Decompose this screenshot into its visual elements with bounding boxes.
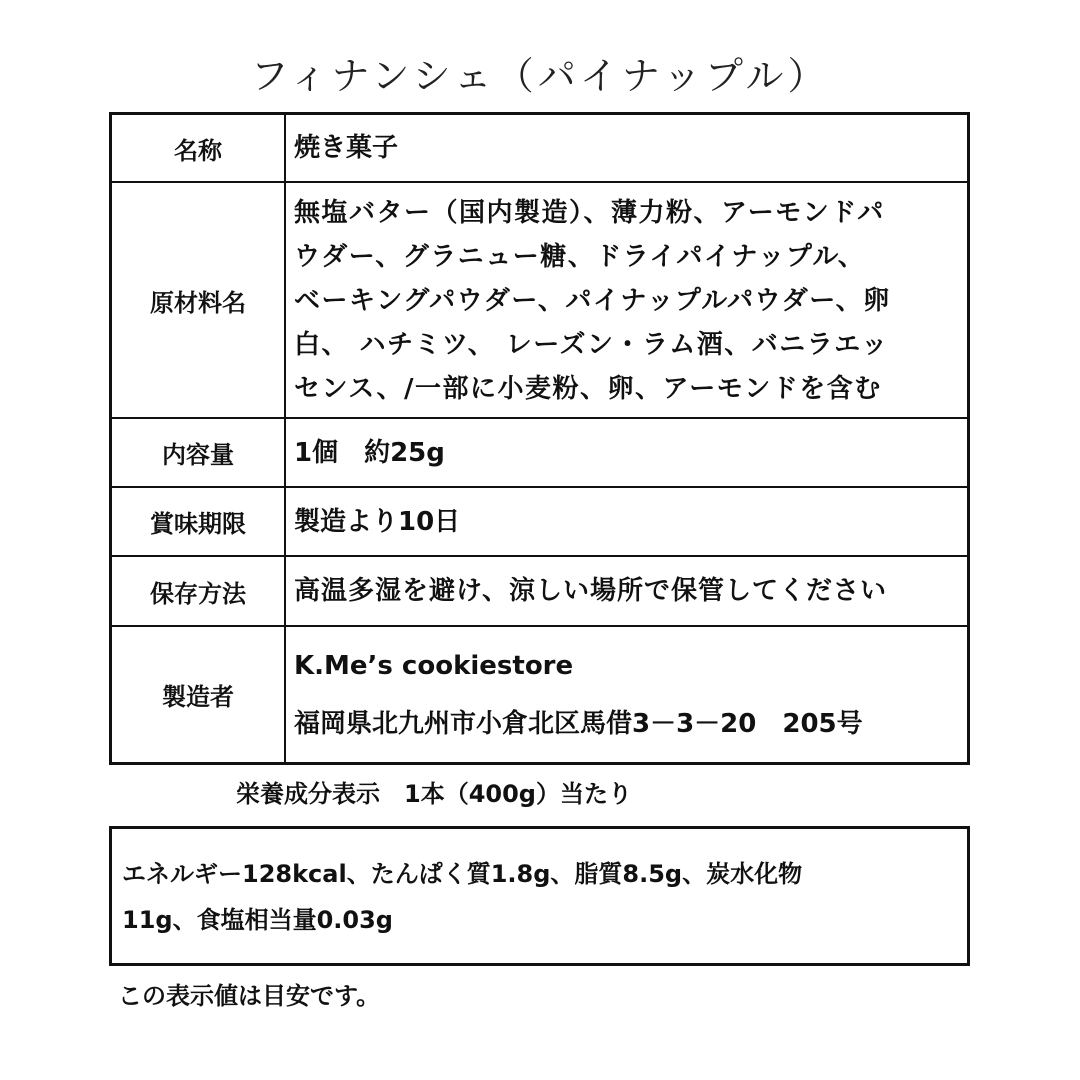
label-row-name (111, 114, 969, 183)
label-row-storage (111, 556, 969, 626)
footnote: この表示値は目安です。 (118, 982, 381, 1010)
label-value-content: 1個 約25g (285, 418, 969, 487)
label-key-ingredients: 原材料名 (111, 182, 286, 418)
label-row-ingredients (111, 182, 969, 418)
label-key-expiry: 賞味期限 (111, 487, 286, 556)
label-key-storage: 保存方法 (111, 556, 286, 626)
label-value-maker (285, 626, 969, 764)
nutrition-box (109, 826, 970, 966)
product-title: フィナンシェ（パイナップル） (250, 54, 830, 98)
label-key-name: 名称 (111, 114, 286, 183)
label-row-maker (111, 626, 969, 764)
food-label-table (109, 112, 970, 765)
label-key-content: 内容量 (111, 418, 286, 487)
nutrition-line: 11g、食塩相当量0.03g (122, 906, 393, 934)
ingredients-line: 無塩バター（国内製造）、薄力粉、アーモンドパ (294, 198, 885, 228)
ingredients-line: ベーキングパウダー、パイナップルパウダー、卵 (294, 286, 891, 316)
label-row-expiry (111, 487, 969, 556)
maker-shop-name: K.Me’s cookiestore (294, 650, 574, 681)
nutrition-text (122, 851, 922, 943)
ingredients-line: 白、 ハチミツ、 レーズン・ラム酒、バニラエッ (294, 330, 889, 360)
nutrition-line: エネルギー128kcal、たんぱく質1.8g、脂質8.5g、炭水化物 (122, 860, 803, 888)
label-value-ingredients (285, 182, 969, 418)
label-row-content (111, 418, 969, 487)
nutrition-heading: 栄養成分表示 1本（400g）当たり (236, 780, 632, 808)
label-key-maker: 製造者 (111, 626, 286, 764)
ingredients-line: センス、/一部に小麦粉、卵、アーモンドを含む (294, 374, 882, 404)
label-value-expiry: 製造より10日 (285, 487, 969, 556)
label-value-storage: 高温多湿を避け、涼しい場所で保管してください (285, 556, 969, 626)
maker-address: 福岡県北九州市小倉北区馬借3－3－20 205号 (294, 708, 863, 739)
label-value-name: 焼き菓子 (285, 114, 969, 183)
ingredients-line: ウダー、グラニュー糖、ドライパイナップル、 (294, 242, 866, 272)
